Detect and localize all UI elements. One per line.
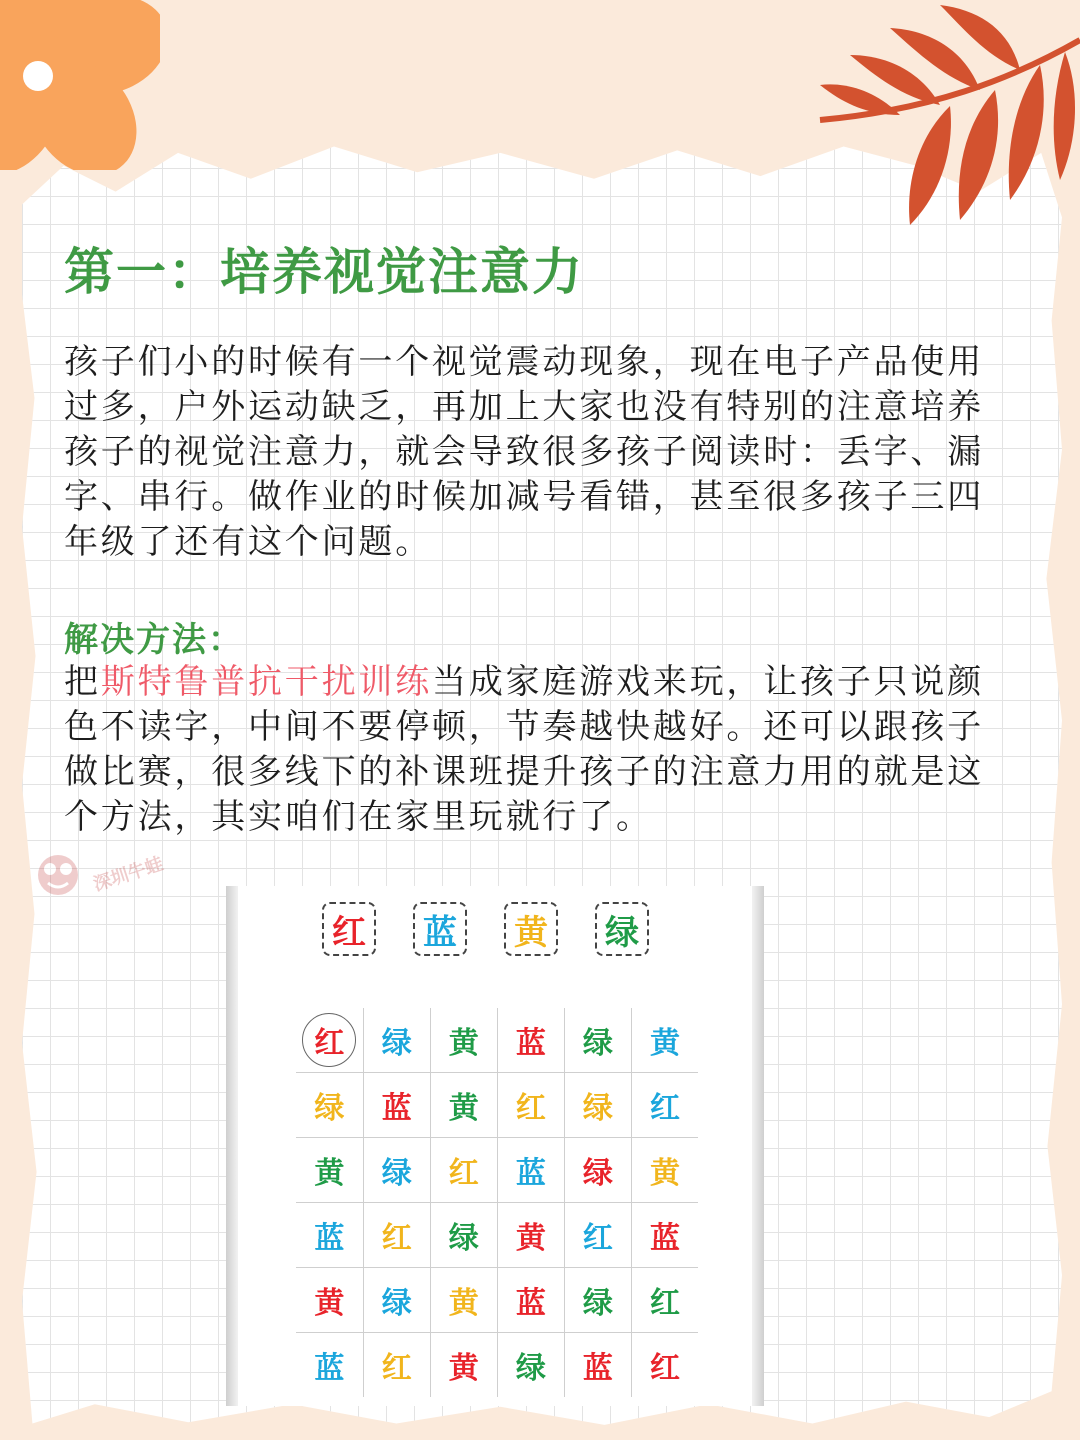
grid-character: 黄 [314,1156,345,1191]
grid-character: 蓝 [515,1026,546,1061]
grid-cell [631,1203,698,1268]
grid-row [296,1138,698,1203]
grid-cell [363,1008,430,1073]
grid-row [296,1073,698,1138]
grid-cell [497,1203,564,1268]
watermark [30,845,164,901]
grid-cell [564,1008,631,1073]
grid-character: 绿 [515,1351,546,1386]
grid-cell [631,1268,698,1333]
legend-key-blue: 蓝 [413,902,467,956]
grid-character: 蓝 [515,1156,546,1191]
grid-character: 红 [515,1091,546,1126]
grid-character: 红 [582,1221,613,1256]
grid-cell [430,1008,497,1073]
grid-cell [296,1203,363,1268]
grid-character: 绿 [448,1221,479,1256]
grid-character: 黄 [649,1026,680,1061]
grid-character: 红 [381,1221,412,1256]
grid-cell [631,1008,698,1073]
grid-cell [564,1203,631,1268]
grid-character: 黄 [649,1156,680,1191]
grid-cell [363,1203,430,1268]
grid-cell [430,1203,497,1268]
grid-character: 绿 [582,1026,613,1061]
grid-row [296,1268,698,1333]
grid-character: 蓝 [314,1221,345,1256]
grid-character: 绿 [314,1091,345,1126]
grid-cell [363,1333,430,1398]
grid-character: 蓝 [314,1351,345,1386]
grid-cell [430,1073,497,1138]
stroop-card [226,886,764,1406]
grid-cell [631,1138,698,1203]
grid-character: 绿 [582,1091,613,1126]
grid-cell [564,1073,631,1138]
grid-character: 绿 [381,1156,412,1191]
grid-character: 红 [448,1156,479,1191]
grid-character: 蓝 [381,1091,412,1126]
grid-cell [564,1333,631,1398]
grid-cell [296,1333,363,1398]
leaf-branch-decoration [780,0,1080,260]
grid-row [296,1203,698,1268]
stroop-training-highlight: 斯特鲁普抗干扰训练 [100,662,433,702]
grid-character: 红 [649,1091,680,1126]
grid-character: 黄 [314,1286,345,1321]
solution-paragraph [64,660,994,840]
grid-cell [564,1138,631,1203]
legend-key-green: 绿 [595,902,649,956]
grid-cell [631,1333,698,1398]
grid-cell [296,1008,363,1073]
solution-heading: 解决方法： [64,620,244,660]
grid-character: 黄 [448,1286,479,1321]
stroop-grid [296,1008,698,1397]
grid-character: 黄 [448,1351,479,1386]
grid-cell [363,1268,430,1333]
grid-character: 红 [381,1351,412,1386]
grid-character: 绿 [381,1026,412,1061]
grid-row [296,1333,698,1398]
grid-cell [430,1138,497,1203]
grid-character: 蓝 [515,1286,546,1321]
grid-character: 绿 [381,1286,412,1321]
grid-character: 红 [649,1286,680,1321]
grid-cell [497,1333,564,1398]
grid-character: 红 [649,1351,680,1386]
frog-mascot-icon [30,845,86,901]
grid-row [296,1008,698,1073]
grid-cell [363,1138,430,1203]
grid-character: 红 [302,1013,356,1067]
grid-character: 绿 [582,1156,613,1191]
grid-character: 蓝 [649,1221,680,1256]
section-title: 第一：培养视觉注意力 [64,243,584,301]
watermark-text: 深圳牛蛙 [90,853,166,896]
grid-cell [296,1073,363,1138]
grid-cell [430,1333,497,1398]
legend-key-red: 红 [322,902,376,956]
grid-cell [430,1268,497,1333]
solution-text-prefix: 把 [64,662,101,702]
grid-cell [497,1138,564,1203]
grid-cell [564,1268,631,1333]
grid-cell [497,1268,564,1333]
flower-decoration [0,0,160,170]
grid-character: 蓝 [582,1351,613,1386]
grid-cell [497,1073,564,1138]
grid-character: 黄 [448,1026,479,1061]
grid-cell [296,1268,363,1333]
card-left-edge [226,886,238,1406]
grid-cell [296,1138,363,1203]
grid-cell [363,1073,430,1138]
solution-text-suffix: 当成家庭游戏来玩，让孩子只说颜色不读字，中间不要停顿，节奏越快越好。还可以跟孩子做比赛，很多线下的补课班提升孩子的注意力用的就是这个方法，其实咱们在家里玩就行了。 [64,662,985,837]
grid-cell [631,1073,698,1138]
legend-key-yellow: 黄 [504,902,558,956]
color-legend [322,902,649,956]
card-right-edge [752,886,764,1406]
grid-character: 黄 [515,1221,546,1256]
intro-paragraph: 孩子们小的时候有一个视觉震动现象，现在电子产品使用过多，户外运动缺乏，再加上大家也没有特别的注意培养孩子的视觉注意力，就会导致很多孩子阅读时：丢字、漏字、串行。做作业的时候加减号看错，甚至很多孩子三四年级了还有这个问题。 [64,342,984,562]
grid-character: 绿 [582,1286,613,1321]
grid-cell [497,1008,564,1073]
grid-character: 黄 [448,1091,479,1126]
